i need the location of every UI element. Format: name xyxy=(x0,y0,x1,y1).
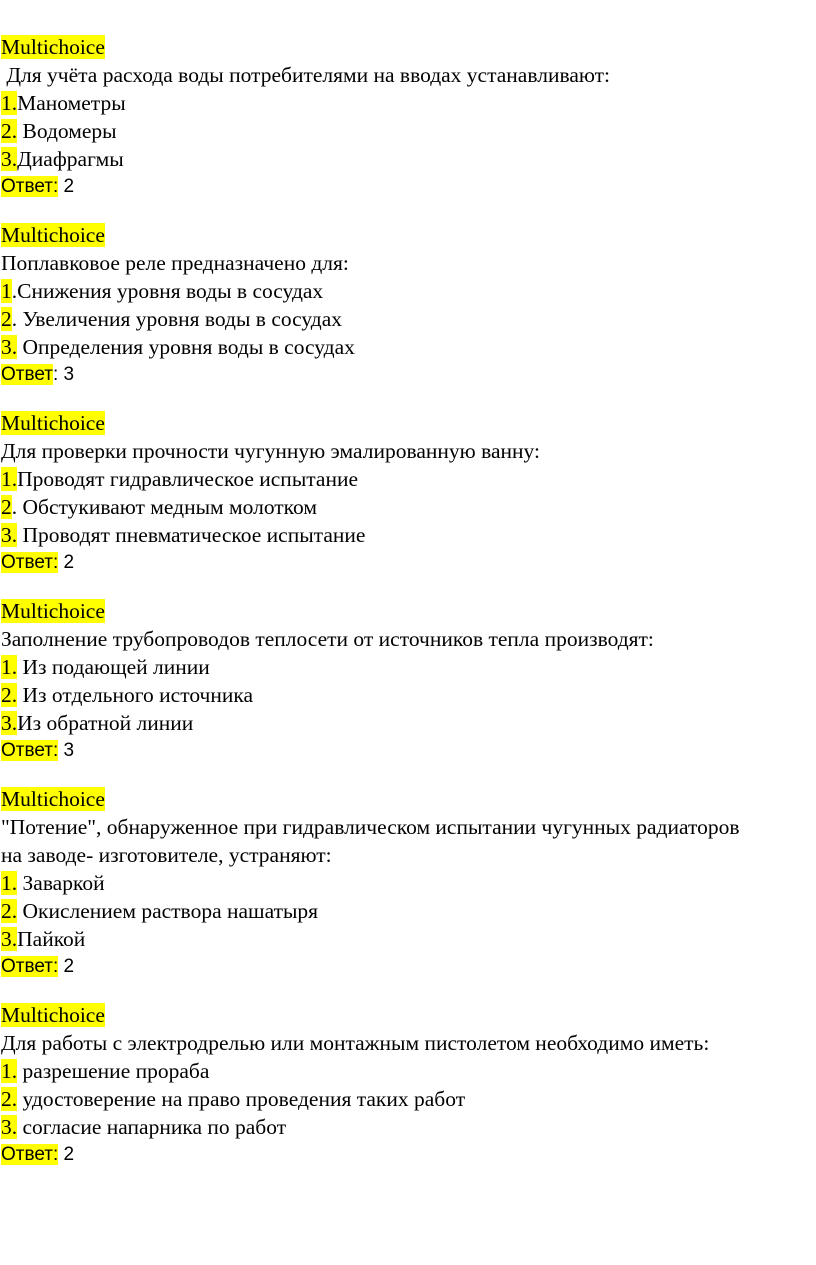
option-text: удостоверение на право проведения таких работ xyxy=(17,1087,466,1111)
answer-label: Ответ: xyxy=(1,1144,59,1165)
answer-label: Ответ: xyxy=(1,740,59,761)
option-text: Проводят гидравлическое испытание xyxy=(17,467,359,491)
option-item xyxy=(1,305,813,333)
question-type-label: Multichoice xyxy=(1,1003,105,1027)
question-type-label: Multichoice xyxy=(1,599,105,623)
option-item xyxy=(1,869,813,897)
option-text: . Увеличения уровня воды в сосудах xyxy=(11,307,343,331)
option-number: 1. xyxy=(1,91,18,115)
option-number: 3. xyxy=(1,147,18,171)
option-item xyxy=(1,709,813,737)
option-text: Из подающей линии xyxy=(17,655,210,679)
answer-value: 2 xyxy=(58,552,75,573)
option-text: Диафрагмы xyxy=(17,147,124,171)
question-text: "Потение", обнаруженное при гидравлическом испытании чугунных радиаторов на заводе- изготовителе, устраняют: xyxy=(1,815,740,867)
option-item xyxy=(1,521,813,549)
option-text: Окислением раствора нашатыря xyxy=(17,899,319,923)
option-text: . Обстукивают медным молотком xyxy=(11,495,317,519)
option-text: .Снижения уровня воды в сосудах xyxy=(11,279,324,303)
question-block xyxy=(1,1001,813,1169)
option-text: Манометры xyxy=(17,91,126,115)
answer-line xyxy=(1,1141,813,1169)
option-number: 2 xyxy=(1,307,12,331)
question-block xyxy=(1,409,813,577)
option-item xyxy=(1,277,813,305)
answer-value: 2 xyxy=(58,1144,75,1165)
question-type-label: Multichoice xyxy=(1,35,105,59)
option-text: Из отдельного источника xyxy=(17,683,253,707)
option-number: 3. xyxy=(1,1115,18,1139)
answer-line xyxy=(1,173,813,201)
option-item xyxy=(1,653,813,681)
option-number: 2. xyxy=(1,1087,18,1111)
question-text: Поплавковое реле предназначено для: xyxy=(1,251,349,275)
answer-line xyxy=(1,737,813,765)
option-item xyxy=(1,493,813,521)
answer-label: Ответ: xyxy=(1,956,59,977)
option-item xyxy=(1,333,813,361)
answer-line xyxy=(1,549,813,577)
option-item xyxy=(1,465,813,493)
answer-value: : 3 xyxy=(53,364,75,385)
answer-value: 2 xyxy=(58,956,75,977)
option-number: 2. xyxy=(1,899,18,923)
option-text: Водомеры xyxy=(17,119,117,143)
answer-label: Ответ: xyxy=(1,176,59,197)
option-item xyxy=(1,925,813,953)
option-number: 1. xyxy=(1,467,18,491)
option-number: 3. xyxy=(1,335,18,359)
option-number: 1. xyxy=(1,655,18,679)
option-item xyxy=(1,117,813,145)
question-text: Для учёта расхода воды потребителями на вводах устанавливают: xyxy=(1,63,611,87)
option-number: 1 xyxy=(1,279,12,303)
option-number: 3. xyxy=(1,523,18,547)
option-number: 3. xyxy=(1,711,18,735)
option-item xyxy=(1,1085,813,1113)
answer-label: Ответ xyxy=(1,364,53,385)
option-text: Определения уровня воды в сосудах xyxy=(17,335,355,359)
answer-value: 2 xyxy=(58,176,75,197)
option-item xyxy=(1,1113,813,1141)
answer-value: 3 xyxy=(58,740,75,761)
question-block xyxy=(1,221,813,389)
question-type-label: Multichoice xyxy=(1,411,105,435)
option-item xyxy=(1,1057,813,1085)
option-number: 3. xyxy=(1,927,18,951)
option-item xyxy=(1,897,813,925)
answer-label: Ответ: xyxy=(1,552,59,573)
question-text: Для проверки прочности чугунную эмалированную ванну: xyxy=(1,439,540,463)
question-type-label: Multichoice xyxy=(1,223,105,247)
option-item xyxy=(1,89,813,117)
question-block xyxy=(1,33,813,201)
option-item xyxy=(1,681,813,709)
option-number: 2. xyxy=(1,683,18,707)
option-number: 1. xyxy=(1,1059,18,1083)
question-text: Для работы с электродрелью или монтажным пистолетом необходимо иметь: xyxy=(1,1031,710,1055)
question-text: Заполнение трубопроводов теплосети от источников тепла производят: xyxy=(1,627,654,651)
document-page xyxy=(1,33,813,1189)
answer-line xyxy=(1,361,813,389)
question-block xyxy=(1,597,813,765)
answer-line xyxy=(1,953,813,981)
option-text: Из обратной линии xyxy=(17,711,194,735)
option-text: разрешение прораба xyxy=(17,1059,210,1083)
question-block xyxy=(1,785,813,981)
option-number: 2 xyxy=(1,495,12,519)
option-number: 2. xyxy=(1,119,18,143)
option-item xyxy=(1,145,813,173)
option-text: Пайкой xyxy=(17,927,86,951)
option-text: Заваркой xyxy=(17,871,105,895)
question-type-label: Multichoice xyxy=(1,787,105,811)
option-number: 1. xyxy=(1,871,18,895)
option-text: согласие напарника по работ xyxy=(17,1115,287,1139)
option-text: Проводят пневматическое испытание xyxy=(17,523,366,547)
